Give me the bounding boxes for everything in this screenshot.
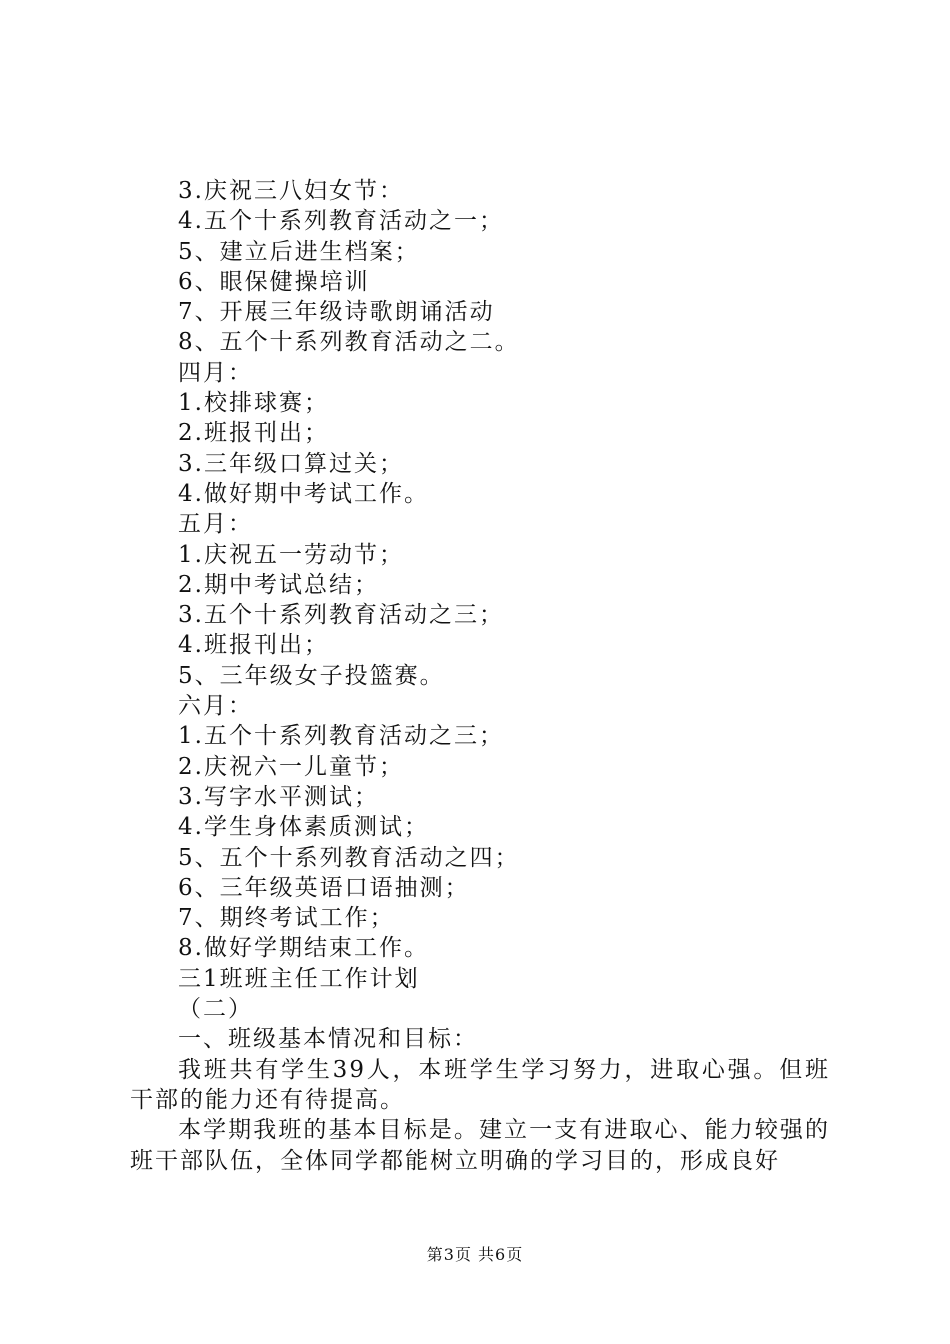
month-heading: 五月：: [178, 511, 253, 538]
section-title: 三1班班主任工作计划: [178, 965, 420, 992]
paragraph: 我班共有学生39人，本班学生学习努力，进取心强。但班干部的能力还有待提高。: [130, 1056, 830, 1113]
list-item: 2.班报刊出；: [178, 420, 329, 447]
list-item: 3.写字水平测试；: [178, 783, 379, 810]
list-item: 4.五个十系列教育活动之一；: [178, 208, 504, 235]
list-item: 1.庆祝五一劳动节；: [178, 541, 404, 568]
list-item: 4.班报刊出；: [178, 632, 329, 659]
month-heading: 四月：: [178, 359, 253, 386]
list-item: 3.五个十系列教育活动之三；: [178, 602, 504, 629]
list-item: 8、五个十系列教育活动之二。: [178, 329, 520, 356]
list-item: 3.庆祝三八妇女节：: [178, 178, 404, 204]
list-item: 1.五个十系列教育活动之三；: [178, 723, 504, 750]
list-item: 4.做好期中考试工作。: [178, 480, 429, 507]
section-subtitle: （二）: [178, 996, 253, 1023]
list-item: 2.期中考试总结；: [178, 571, 379, 598]
list-item: 2.庆祝六一儿童节；: [178, 753, 404, 780]
list-item: 4.学生身体素质测试；: [178, 814, 429, 841]
paragraph: 本学期我班的基本目标是。建立一支有进取心、能力较强的班干部队伍，全体同学都能树立明确的学习目的，形成良好: [130, 1117, 830, 1174]
list-item: 7、期终考试工作；: [178, 905, 395, 932]
list-item: 8.做好学期结束工作。: [178, 935, 429, 962]
list-item: 6、三年级英语口语抽测；: [178, 874, 470, 901]
list-item: 6、眼保健操培训: [178, 268, 370, 295]
month-heading: 六月：: [178, 693, 253, 720]
list-item: 3.三年级口算过关；: [178, 450, 404, 477]
list-item: 7、开展三年级诗歌朗诵活动: [178, 299, 495, 326]
page-footer: 第3页 共6页: [426, 1245, 524, 1264]
list-item: 5、三年级女子投篮赛。: [178, 662, 445, 689]
list-item: 5、五个十系列教育活动之四；: [178, 844, 520, 871]
list-item: 1.校排球赛；: [178, 390, 329, 417]
document-body: [0, 176, 950, 1176]
list-item: 5、建立后进生档案；: [178, 238, 420, 265]
section-heading: 一、班级基本情况和目标：: [178, 1026, 478, 1053]
